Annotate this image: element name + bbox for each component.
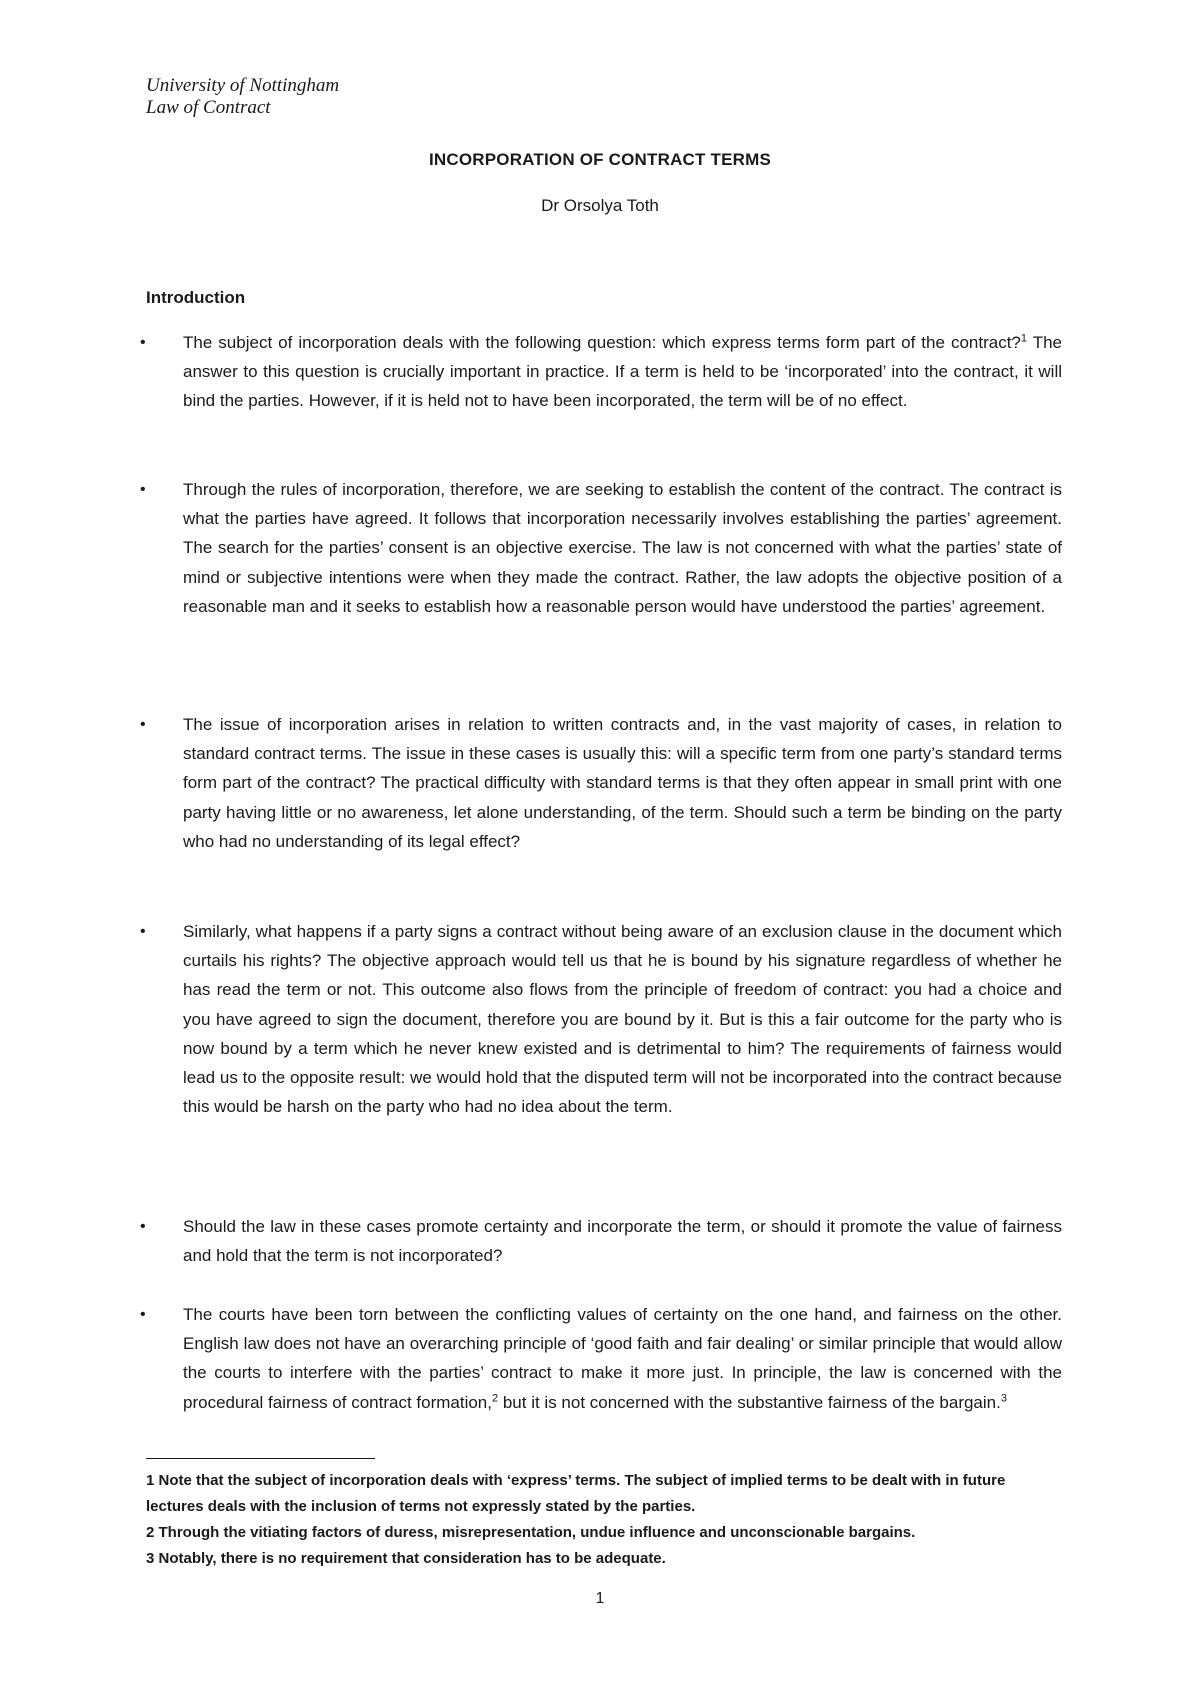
bullet-icon: • <box>140 334 146 351</box>
list-item-text: The courts have been torn between the conflicting values of certainty on the one hand, and fairness on the other. English law does not have an overarching principle of ‘good faith and fair dealing’ or similar principle that would allow the courts to interfere with the parties’ contract to make it more just. In principle, the law is concerned with the procedural fairness of contract formation, <box>183 1305 1062 1412</box>
footnote-ref: 3 <box>1000 1391 1007 1404</box>
list-item <box>183 328 1062 416</box>
footnote-ref: 2 <box>491 1391 499 1404</box>
bullet-icon: • <box>140 716 146 733</box>
bullet-icon: • <box>140 481 146 498</box>
document-author: Dr Orsolya Toth <box>541 196 659 215</box>
list-item <box>183 917 1062 1121</box>
document-title: INCORPORATION OF CONTRACT TERMS <box>428 150 772 169</box>
list-item-text: but it is not concerned with the substantive fairness of the bargain. <box>498 1392 1001 1412</box>
header-course: Law of Contract <box>146 97 271 118</box>
bullet-icon: • <box>140 1306 146 1323</box>
footnote: 3 Notably, there is no requirement that consideration has to be adequate. <box>146 1550 666 1567</box>
list-item-text: Should the law in these cases promote certainty and incorporate the term, or should it promote the value of fairness and hold that the term is not incorporated? <box>183 1217 1062 1266</box>
page-number: 1 <box>595 1590 605 1607</box>
bullet-icon: • <box>140 1218 146 1235</box>
list-item <box>183 710 1062 856</box>
header-institution: University of Nottingham <box>146 75 340 96</box>
list-item-text: Similarly, what happens if a party signs a contract without being aware of an exclusion clause in the document which curtails his rights? The objective approach would tell us that he is bound by his signature regardless of whether he has read the term or not. This outcome also flows from the principle of freedom of contract: you had a choice and you have agreed to sign the document, therefore you are bound by it. But is this a fair outcome for the party who is now bound by a term which he never knew existed and is detrimental to him? The requirements of fairness would lead us to the opposite result: we would hold that the disputed term will not be incorporated into the contract because this would be harsh on the party who had no idea about the term. <box>183 922 1062 1117</box>
list-item <box>183 1300 1062 1417</box>
footnote-divider <box>146 1458 375 1459</box>
footnote: 1 Note that the subject of incorporation deals with ‘express’ terms. The subject of implied terms to be dealt with in future lectures deals with the inclusion of terms not expressly stated by the parties. <box>146 1472 1006 1515</box>
bullet-icon: • <box>140 923 146 940</box>
footnotes <box>146 1468 1062 1572</box>
list-item <box>183 1212 1062 1270</box>
list-item <box>183 475 1062 621</box>
footnote-ref: 1 <box>1020 332 1027 345</box>
list-item-text: Through the rules of incorporation, therefore, we are seeking to establish the content of the contract. The contract is what the parties have agreed. It follows that incorporation necessarily involves establishing the parties’ agreement. The search for the parties’ consent is an objective exercise. The law is not concerned with what the parties’ state of mind or subjective intentions were when they made the contract. Rather, the law adopts the objective position of a reasonable man and it seeks to establish how a reasonable person would have understood the parties’ agreement. <box>183 480 1062 616</box>
footnote: 2 Through the vitiating factors of duress, misrepresentation, undue influence and unconscionable bargains. <box>146 1524 916 1541</box>
section-heading: Introduction <box>146 288 246 307</box>
list-item-text: The subject of incorporation deals with the following question: which express terms form part of the contract? <box>183 333 1021 352</box>
list-item-text: The answer to this question is crucially important in practice. If a term is held to be ‘incorporated’ into the contract, it will bind the parties. However, if it is held not to have been incorporated, the term will be of no effect. <box>183 333 1062 411</box>
list-item-text: The issue of incorporation arises in relation to written contracts and, in the vast majority of cases, in relation to standard contract terms. The issue in these cases is usually this: will a specific term from one party’s standard terms form part of the contract? The practical difficulty with standard terms is that they often appear in small print with one party having little or no awareness, let alone understanding, of the term. Should such a term be binding on the party who had no understanding of its legal effect? <box>183 715 1062 851</box>
